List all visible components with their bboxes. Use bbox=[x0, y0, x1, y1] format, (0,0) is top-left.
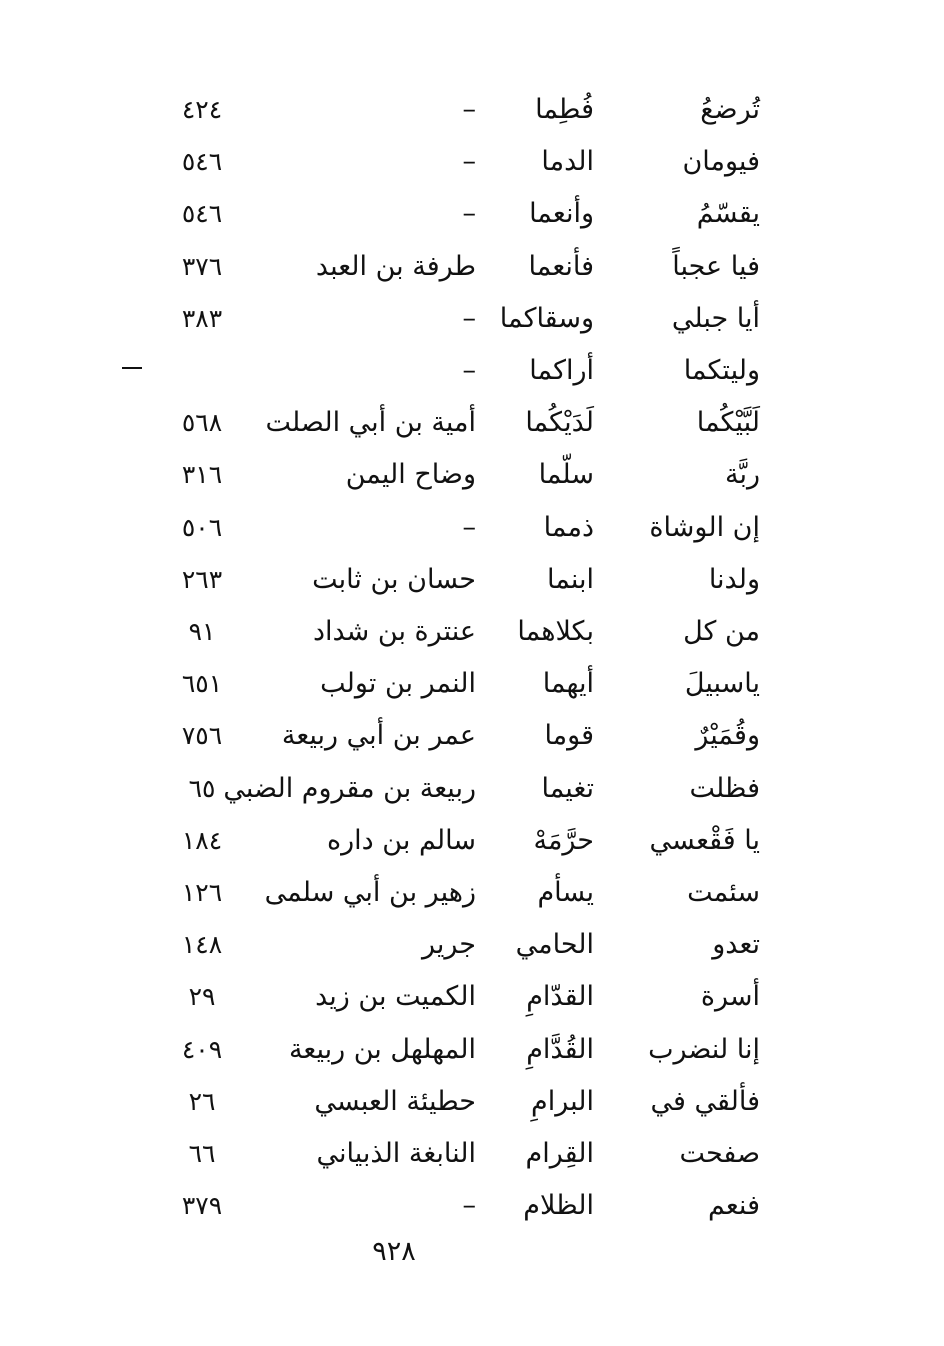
poet-name-cell: – bbox=[462, 146, 476, 178]
first-words-cell: يقسّمُ bbox=[696, 198, 760, 230]
first-words-cell: فيومان bbox=[682, 146, 760, 178]
poet-name-cell: حطيئة العبسي bbox=[314, 1085, 476, 1117]
poet-name-cell: وضاح اليمن bbox=[345, 459, 476, 491]
table-row bbox=[0, 971, 944, 1023]
page-number: ٩٢٨ bbox=[372, 1236, 416, 1267]
table-row bbox=[0, 136, 944, 188]
page-reference-cell: ١٢٦ bbox=[181, 878, 223, 907]
first-words-cell: وليتكما bbox=[683, 355, 760, 386]
first-words-cell: لَبَّيْكُما bbox=[696, 407, 760, 439]
poet-name-cell: النمر بن تولب bbox=[320, 668, 476, 700]
rhyme-word-cell: حرَّمَهْ bbox=[533, 824, 594, 856]
page-reference-cell: ٦٦ bbox=[188, 1139, 216, 1168]
table-row bbox=[0, 919, 944, 971]
rhyme-word-cell: أراكما bbox=[529, 355, 594, 386]
rhyme-word-cell: ابنما bbox=[547, 563, 594, 595]
page-reference-cell: ٤٢٤ bbox=[181, 95, 223, 124]
poet-name-cell: المهلهل بن ربيعة bbox=[288, 1033, 476, 1065]
poet-name-cell: – bbox=[462, 355, 476, 386]
page-reference-cell: ٥٤٦ bbox=[181, 147, 223, 177]
rhyme-word-cell: قوما bbox=[544, 720, 594, 752]
table-row bbox=[0, 293, 944, 345]
poet-name-cell: الكميت بن زيد bbox=[315, 981, 476, 1013]
rhyme-word-cell: سلّما bbox=[538, 459, 594, 491]
poet-name-cell: – bbox=[462, 198, 476, 230]
page-reference-cell: ٦٥١ bbox=[181, 669, 223, 699]
poet-name-cell: حسان بن ثابت bbox=[312, 563, 476, 595]
table-row bbox=[0, 763, 944, 815]
rhyme-word-cell: البرامِ bbox=[531, 1085, 594, 1117]
table-row bbox=[0, 345, 944, 397]
table-row bbox=[0, 449, 944, 501]
page-reference-cell: ١٤٨ bbox=[181, 930, 223, 960]
table-row bbox=[0, 397, 944, 449]
table-row bbox=[0, 1024, 944, 1076]
page-reference-cell: ٤٠٩ bbox=[181, 1034, 223, 1064]
rhyme-word-cell: ذمما bbox=[543, 511, 594, 543]
page-reference-cell: ٣٨٣ bbox=[181, 303, 223, 333]
table-row bbox=[0, 658, 944, 710]
table-row bbox=[0, 867, 944, 919]
poet-name-cell: ربيعة بن مقروم الضبي bbox=[223, 772, 476, 804]
table-row bbox=[0, 1076, 944, 1128]
page-reference-cell: ٥٦٨ bbox=[181, 408, 223, 438]
poet-name-cell: عمر بن أبي ربيعة bbox=[281, 720, 476, 752]
first-words-cell: صفحت bbox=[679, 1138, 760, 1169]
rhyme-word-cell: القُدَّامِ bbox=[526, 1033, 594, 1065]
rhyme-word-cell: وأنعما bbox=[529, 198, 594, 230]
rhyme-word-cell: لَدَيْكُما bbox=[525, 407, 594, 439]
first-words-cell: يا فَقْعسي bbox=[649, 824, 760, 856]
rhyme-word-cell: القِرام bbox=[525, 1138, 594, 1169]
page-reference-cell: ٣١٦ bbox=[181, 460, 223, 490]
page-reference-cell: ٣٧٩ bbox=[181, 1191, 223, 1221]
table-row bbox=[0, 554, 944, 606]
first-words-cell: فيا عجباً bbox=[672, 250, 760, 282]
first-words-cell: إنا لنضرب bbox=[648, 1033, 760, 1065]
poet-name-cell: طرفة بن العبد bbox=[315, 250, 476, 282]
first-words-cell: ياسبيلَ bbox=[684, 668, 760, 700]
page-reference-cell: ٧٥٦ bbox=[181, 721, 223, 751]
first-words-cell: من كل bbox=[683, 616, 760, 647]
poet-name-cell: – bbox=[462, 511, 476, 543]
table-row bbox=[0, 188, 944, 240]
poet-name-cell: عنترة بن شداد bbox=[312, 616, 476, 647]
rhyme-word-cell: الظلام bbox=[523, 1190, 594, 1222]
poet-name-cell: أمية بن أبي الصلت bbox=[265, 407, 476, 439]
first-words-cell: تُرضعُ bbox=[700, 94, 760, 125]
page-reference-cell: ٢٦ bbox=[188, 1086, 216, 1116]
first-words-cell: سئمت bbox=[687, 877, 760, 908]
table-row bbox=[0, 1180, 944, 1232]
page-reference-cell: ٩١ bbox=[188, 617, 216, 646]
page-reference-cell: ٣٧٦ bbox=[181, 251, 223, 281]
rhyme-word-cell: فأنعما bbox=[528, 250, 594, 282]
rhyme-word-cell: تغيما bbox=[541, 772, 594, 804]
first-words-cell: إن الوشاة bbox=[649, 511, 760, 543]
page-reference-cell: ٥٤٦ bbox=[181, 199, 223, 229]
rhyme-word-cell: أيهما bbox=[542, 668, 594, 700]
rhyme-word-cell: الدما bbox=[541, 146, 594, 178]
poet-name-cell: – bbox=[462, 1190, 476, 1222]
table-row bbox=[0, 502, 944, 554]
margin-dash bbox=[122, 367, 142, 369]
table-row bbox=[0, 606, 944, 658]
page-reference-cell: ٦٥ bbox=[188, 773, 216, 803]
table-row bbox=[0, 815, 944, 867]
first-words-cell: فنعم bbox=[707, 1190, 760, 1222]
rhyme-word-cell: القدّامِ bbox=[526, 981, 594, 1013]
poet-name-cell: جرير bbox=[422, 929, 476, 961]
poet-name-cell: النابغة الذبياني bbox=[316, 1138, 476, 1169]
poet-name-cell: زهير بن أبي سلمى bbox=[264, 877, 476, 908]
table-row bbox=[0, 710, 944, 762]
first-words-cell: ولدنا bbox=[708, 563, 760, 595]
page-reference-cell: ١٨٤ bbox=[181, 825, 223, 855]
page-reference-cell bbox=[172, 345, 232, 397]
first-words-cell: فألقي في bbox=[650, 1085, 760, 1117]
first-words-cell: وقُمَيْرٌ bbox=[695, 720, 760, 752]
first-words-cell: فظلت bbox=[689, 772, 760, 804]
first-words-cell: ربَّة bbox=[724, 459, 760, 491]
rhyme-word-cell: يسأم bbox=[537, 877, 594, 908]
first-words-cell: تعدو bbox=[712, 929, 760, 961]
first-words-cell: أيا جبلي bbox=[671, 302, 760, 334]
poet-name-cell: سالم بن داره bbox=[327, 824, 476, 856]
rhyme-word-cell: فُطِما bbox=[535, 94, 594, 125]
page-reference-cell: ٢٩ bbox=[188, 982, 216, 1012]
page-reference-cell: ٢٦٣ bbox=[181, 564, 223, 594]
poet-name-cell: – bbox=[462, 302, 476, 334]
table-row bbox=[0, 241, 944, 293]
rhyme-word-cell: وسقاكما bbox=[499, 302, 594, 334]
page-reference-cell: ٥٠٦ bbox=[181, 512, 223, 542]
rhyme-word-cell: بكلاهما bbox=[517, 616, 594, 647]
table-row bbox=[0, 1128, 944, 1180]
rhyme-word-cell: الحامي bbox=[515, 929, 594, 961]
table-row bbox=[0, 84, 944, 136]
first-words-cell: أسرة bbox=[700, 981, 760, 1013]
poet-name-cell: – bbox=[462, 94, 476, 125]
